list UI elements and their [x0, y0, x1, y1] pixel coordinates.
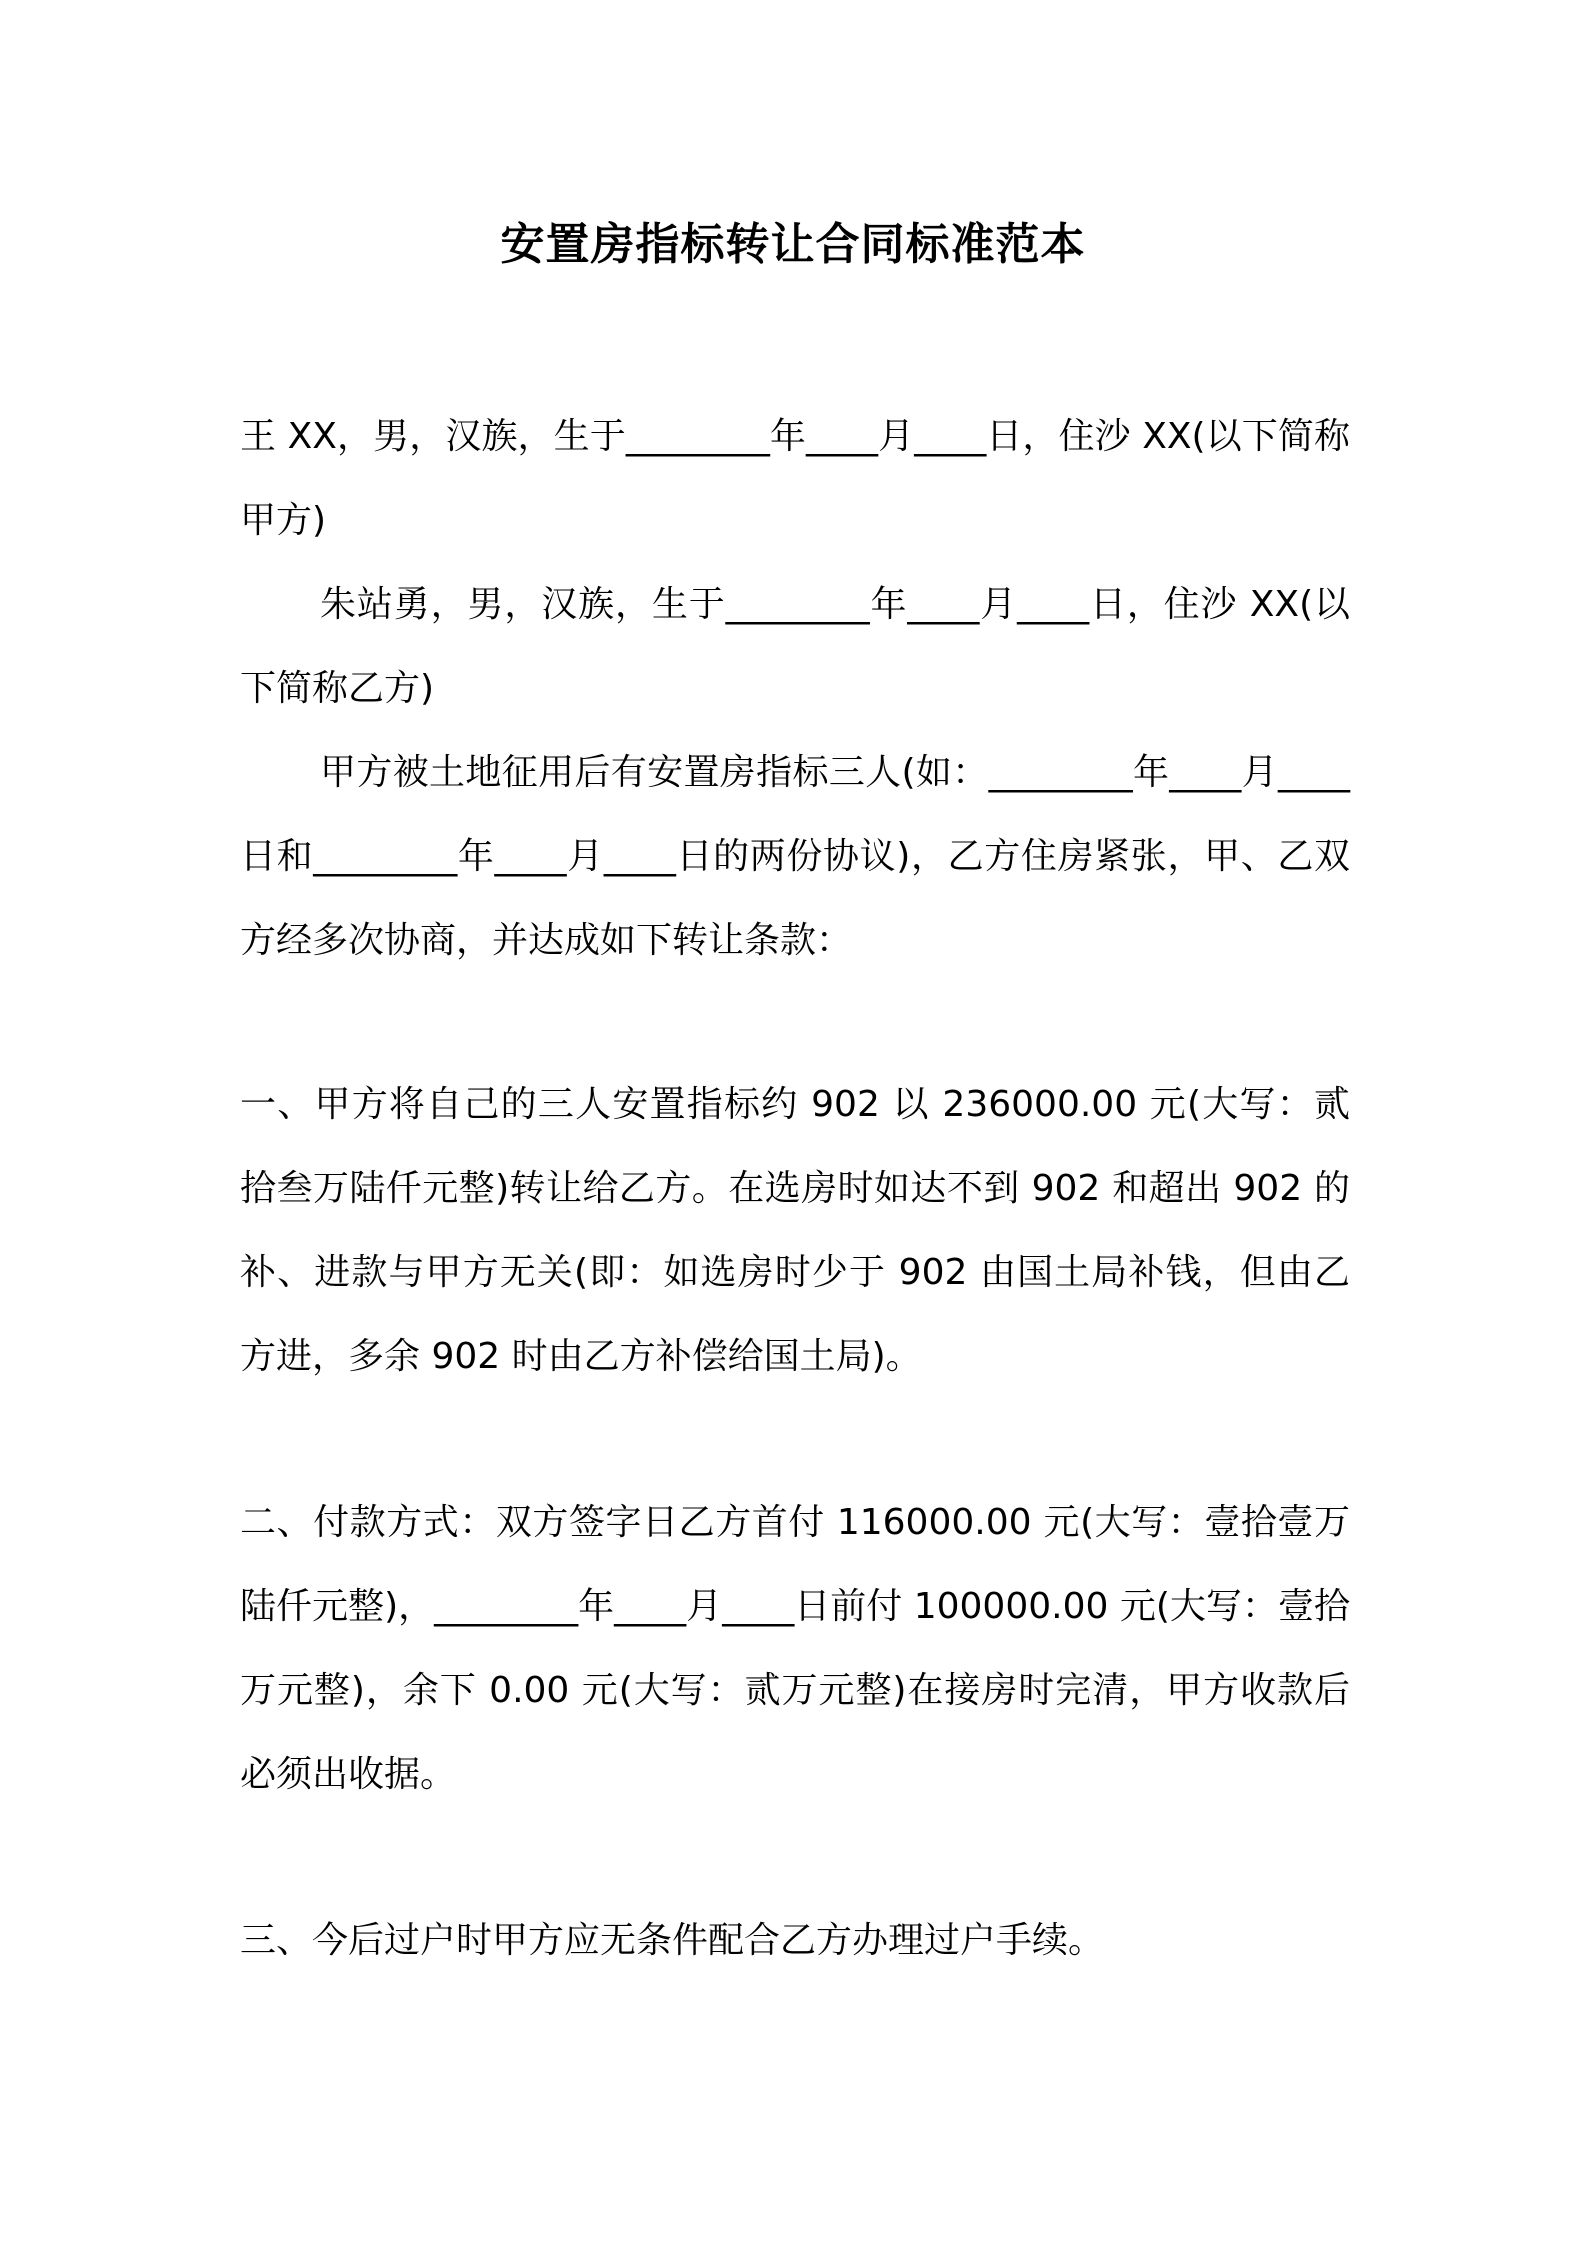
document-title: 安置房指标转让合同标准范本 — [500, 219, 1086, 270]
party-a-paragraph: 王 XX，男，汉族，生于________年____月____日，住沙 XX(以下简称甲方) — [240, 416, 1350, 541]
clause-two-paragraph: 二、付款方式：双方签字日乙方首付 116000.00 元(大写：壹拾壹万陆仟元整)，________年____月____日前付 100000.00 元(大写：壹拾万元整)，余下 0.00 元(大写：贰万元整)在接房时完清，甲方收款后必须出收据。 — [240, 1502, 1350, 1795]
clause-three-paragraph: 三、今后过户时甲方应无条件配合乙方办理过户手续。 — [240, 1920, 1105, 1961]
party-b-paragraph: 朱站勇，男，汉族，生于________年____月____日，住沙 XX(以下简称乙方) — [240, 584, 1350, 709]
clause-one-paragraph: 一、甲方将自己的三人安置指标约 902 以 236000.00 元(大写：贰拾叁万陆仟元整)转让给乙方。在选房时如达不到 902 和超出 902 的补、进款与甲方无关(即：如选房时少于 902 由国土局补钱，但由乙方进，多余 902 时由乙方补偿给国土局)。 — [240, 1084, 1350, 1377]
preamble-paragraph: 甲方被土地征用后有安置房指标三人(如：________年____月____日和________年____月____日的两份协议)，乙方住房紧张，甲、乙双方经多次协商，并达成如下转让条款： — [240, 752, 1350, 961]
